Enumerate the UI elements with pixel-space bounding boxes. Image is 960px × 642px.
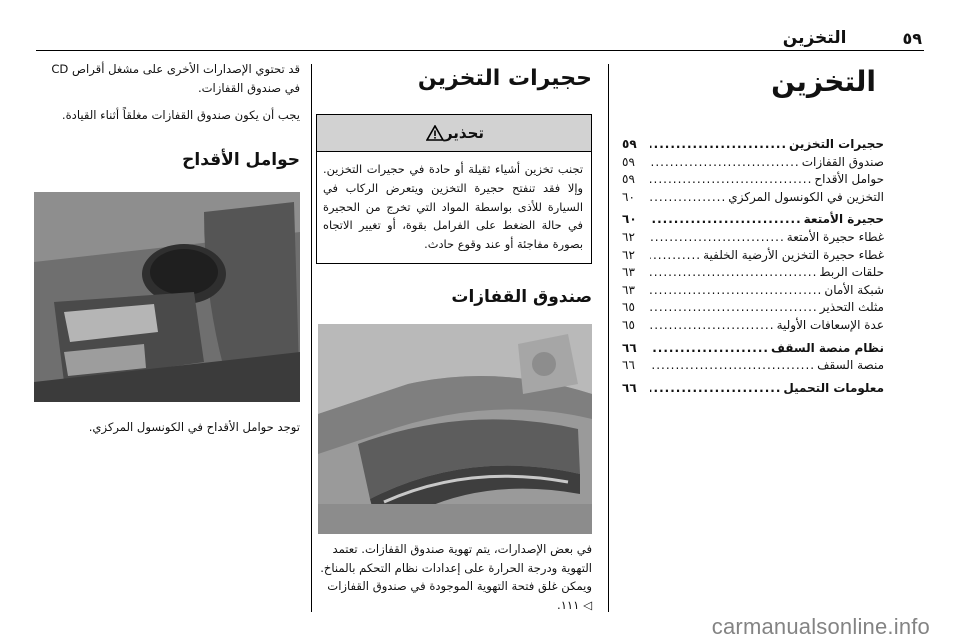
toc-leader-dots bbox=[650, 171, 812, 189]
toc-label: حجيرة الأمتعة bbox=[803, 212, 884, 227]
page-header bbox=[38, 26, 922, 50]
chapter-title: التخزين bbox=[771, 65, 876, 98]
toc-page-number: ٦٢ bbox=[622, 247, 635, 262]
toc-label: عدة الإسعافات الأولية bbox=[776, 317, 884, 332]
toc-label: غطاء حجيرة الأمتعة bbox=[786, 229, 884, 244]
header-rule bbox=[36, 50, 924, 51]
cd-player-text: قد تحتوي الإصدارات الأخرى على مشغل أقراص CD في صندوق القفازات. bbox=[51, 62, 300, 95]
toc-row bbox=[622, 189, 884, 207]
toc-label: حجيرات التخزين bbox=[789, 137, 884, 151]
toc-section-row bbox=[622, 211, 884, 229]
toc-row bbox=[622, 282, 884, 300]
warning-triangle-icon bbox=[426, 125, 444, 141]
toc-leader-dots bbox=[650, 264, 817, 282]
toc-leader-dots bbox=[650, 357, 815, 375]
toc-leader-dots bbox=[650, 136, 787, 154]
toc-section-row bbox=[622, 340, 884, 358]
toc-label: معلومات التحميل bbox=[783, 380, 884, 395]
glovebox-caption: في بعض الإصدارات، يتم تهوية صندوق القفازات. تعتمد التهوية ودرجة الحرارة على إعدادات نظام التحكم بالمناخ. ويمكن غلق فتحة التهوية الموجودة في صندوق القفازات ◁ ١١١. bbox=[320, 541, 592, 612]
toc-page-number: ٥٩ bbox=[622, 137, 637, 151]
toc-page-number: ٥٩ bbox=[622, 154, 635, 169]
warning-text: تجنب تخزين أشياء ثقيلة أو حادة في حجيرات التخزين. وإلا فقد تنفتح حجيرة التخزين ويتعرض الركاب في السيارة للأذى بواسطة المواد التي تخرج من الحجيرة في حالة الضغط على الفرامل بقوة، أو تغيير الاتجاه بصورة مفاجئة أو عند وقوع حادث. bbox=[323, 162, 583, 252]
toc-leader-dots bbox=[650, 340, 769, 358]
toc-label: غطاء حجيرة التخزين الأرضية الخلفية bbox=[703, 247, 884, 262]
toc-label: منصة السقف bbox=[817, 358, 884, 373]
toc-leader-dots bbox=[650, 317, 775, 335]
page-number: ٥٩ bbox=[902, 28, 922, 48]
toc-leader-dots bbox=[650, 380, 781, 398]
toc-label: حلقات الربط bbox=[819, 265, 884, 280]
cupholders-caption: توجد حوامل الأقداح في الكونسول المركزي. bbox=[88, 420, 300, 435]
glovebox-heading: صندوق القفازات bbox=[451, 286, 592, 307]
toc-row bbox=[622, 247, 884, 265]
toc-page-number: ٦٣ bbox=[622, 265, 635, 280]
column-divider bbox=[608, 64, 609, 612]
toc-label: التخزين في الكونسول المركزي bbox=[728, 189, 884, 204]
toc-page-number: ٦٢ bbox=[622, 229, 635, 244]
toc-page-number: ٦٦ bbox=[622, 340, 637, 355]
cupholders-photo bbox=[34, 192, 300, 402]
toc-section-row bbox=[622, 136, 884, 154]
toc-label: شبكة الأمان bbox=[824, 282, 884, 297]
cupholders-heading: حوامل الأقداح bbox=[182, 150, 300, 171]
toc-row bbox=[622, 229, 884, 247]
toc-page-number: ٦٥ bbox=[622, 317, 635, 332]
toc-row bbox=[622, 299, 884, 317]
toc-label: صندوق القفازات bbox=[801, 154, 884, 169]
toc-page-number: ٦٠ bbox=[622, 212, 637, 227]
toc-page-number: ٥٩ bbox=[622, 172, 635, 187]
section-heading: حجيرات التخزين bbox=[417, 66, 592, 91]
contents-column bbox=[622, 60, 884, 397]
glovebox-photo bbox=[318, 324, 592, 534]
toc-row bbox=[622, 357, 884, 375]
toc-row bbox=[622, 317, 884, 335]
toc-leader-dots bbox=[650, 189, 726, 207]
column-divider bbox=[311, 64, 312, 612]
toc-row bbox=[622, 154, 884, 172]
toc-page-number: ٦٦ bbox=[622, 380, 637, 395]
storage-compartments-column bbox=[316, 60, 592, 614]
toc-label: نظام منصة السقف bbox=[770, 340, 884, 355]
toc-leader-dots bbox=[650, 299, 818, 317]
toc-leader-dots bbox=[650, 211, 802, 229]
toc-page-number: ٦٣ bbox=[622, 282, 635, 297]
warning-title: تحذير bbox=[443, 124, 485, 142]
toc-leader-dots bbox=[650, 247, 701, 265]
running-title: التخزين bbox=[782, 28, 847, 48]
toc-page-number: ٦٠ bbox=[622, 189, 635, 204]
toc-page-number: ٦٦ bbox=[622, 358, 635, 373]
cupholders-column bbox=[34, 60, 300, 436]
toc-row bbox=[622, 171, 884, 189]
toc-leader-dots bbox=[650, 282, 822, 300]
toc-label: حوامل الأقداح bbox=[814, 172, 884, 187]
toc-section-row bbox=[622, 380, 884, 398]
warning-box bbox=[316, 114, 592, 264]
glovebox-closed-text: يجب أن يكون صندوق القفازات مغلقاً أثناء القيادة. bbox=[61, 107, 300, 122]
watermark: carmanualsonline.info bbox=[711, 614, 930, 639]
toc-row bbox=[622, 264, 884, 282]
toc-label: مثلث التحذير bbox=[819, 300, 884, 315]
toc-leader-dots bbox=[650, 229, 785, 247]
toc-page-number: ٦٥ bbox=[622, 300, 635, 315]
toc-leader-dots bbox=[650, 154, 800, 172]
warning-header bbox=[317, 115, 591, 152]
table-of-contents bbox=[622, 136, 884, 397]
